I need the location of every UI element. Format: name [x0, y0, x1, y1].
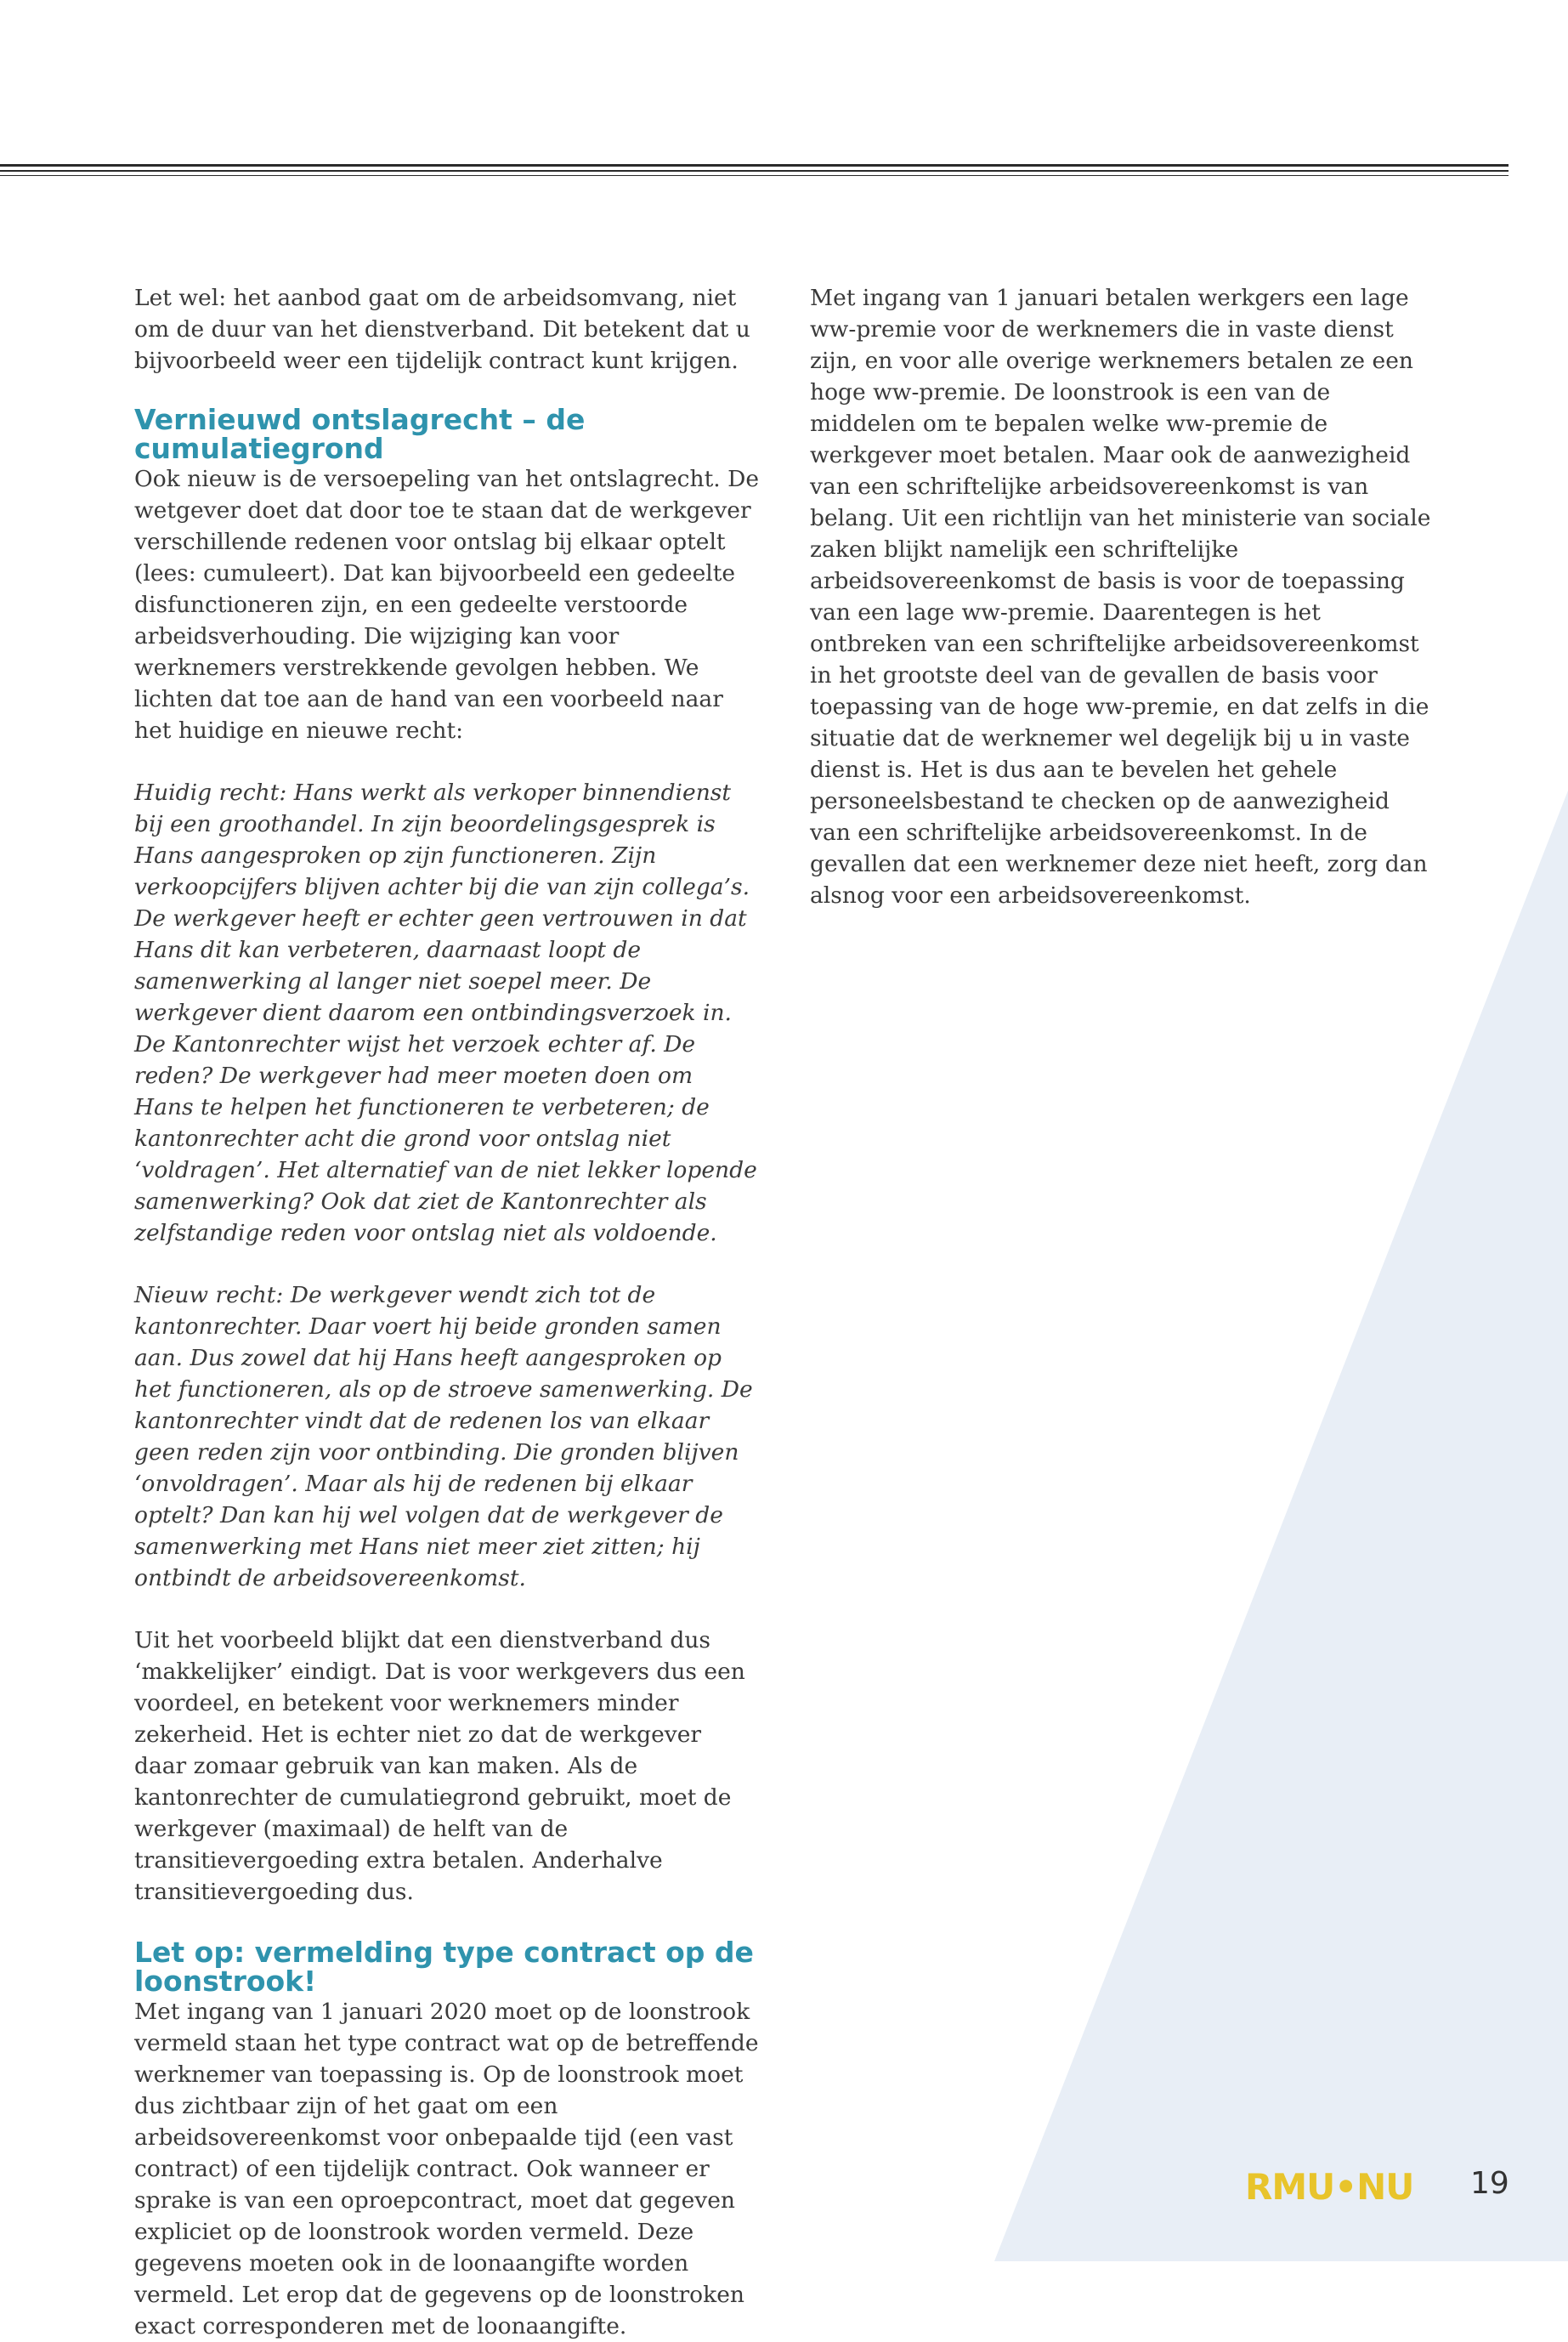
right-column [810, 282, 1435, 911]
section-heading-loonstrook: Let op: vermelding type contract op de loonstrook! [134, 1936, 754, 1998]
section-heading-ontslagrecht: Vernieuwd ontslagrecht – de cumulatiegrond [134, 403, 586, 465]
ontslagrecht-paragraph: Ook nieuw is de versoepeling van het ontslagrecht. De wetgever doet dat door toe te staan dat de werkgever verschillende redenen voor ontslag bij elkaar optelt (lees: cumuleert). Dat kan bijvoorbeeld een gedeelte disfunctioneren zijn, en een gedeelte verstoorde arbeidsverhouding. Die wijziging kan voor werknemers verstrekkende gevolgen hebben. We lichten dat toe aan de hand van een voorbeeld naar het huidige en nieuwe recht: [134, 466, 760, 744]
page-number: 19 [1470, 2166, 1509, 2201]
loonstrook-paragraph: Met ingang van 1 januari 2020 moet op de loonstrook vermeld staan het type contract wat op de betreffende werknemer van toepassing is. Op de loonstrook moet dus zichtbaar zijn of het gaat om een arbeidsovereenkomst voor onbepaalde tijd (een vast contract) of een tijdelijk contract. Ook wanneer er sprake is van een oproepcontract, moet dat gegeven expliciet op de loonstrook worden vermeld. Deze gegevens moeten ook in de loonaangifte worden vermeld. Let erop dat de gegevens op de loonstroken exact corresponderen met de loonaangifte. [134, 1999, 759, 2339]
example-current-law: Huidig recht: Hans werkt als verkoper binnendienst bij een groothandel. In zijn beoordelingsgesprek is Hans aangesproken op zijn functioneren. Zijn verkoopcijfers blijven achter bij die van zijn collega’s. De werkgever heeft er echter geen vertrouwen in dat Hans dit kan verbeteren, daarnaast loopt de samenwerking al langer niet soepel meer. De werkgever dient daarom een ontbindingsverzoek in. De Kantonrechter wijst het verzoek echter af. De reden? De werkgever had meer moeten doen om Hans te helpen het functioneren te verbeteren; de kantonrechter acht die grond voor ontslag niet ‘voldragen’. Het alternatief van de niet lekker lopende samenwerking? Ook dat ziet de Kantonrechter als zelfstandige reden voor ontslag niet als voldoende. [134, 780, 757, 1246]
left-column [134, 282, 759, 2342]
example-new-law: Nieuw recht: De werkgever wendt zich tot de kantonrechter. Daar voert hij beide gronden samen aan. Dus zowel dat hij Hans heeft aangesproken op het functioneren, als op de stroeve samenwerking. De kantonrechter vindt dat de redenen los van elkaar geen reden zijn voor ontbinding. Die gronden blijven ‘onvoldragen’. Maar als hij de redenen bij elkaar optelt? Dan kan hij wel volgen dat de werkgever de samenwerking met Hans niet meer ziet zitten; hij ontbindt de arbeidsovereenkomst. [134, 1282, 753, 1591]
header-rule [0, 164, 1509, 167]
header-rule [0, 170, 1509, 172]
intro-paragraph: Let wel: het aanbod gaat om de arbeidsomvang, niet om de duur van het dienstverband. Dit betekent dat u bijvoorbeeld weer een tijdelijk contract kunt krijgen. [134, 285, 750, 374]
header-rule [0, 175, 1509, 176]
rmu-logo: RMU•NU [1245, 2166, 1414, 2208]
conclusion-paragraph: Uit het voorbeeld blijkt dat een dienstverband dus ‘makkelijker’ eindigt. Dat is voor werkgevers dus een voordeel, en betekent voor werknemers minder zekerheid. Het is echter niet zo dat de werkgever daar zomaar gebruik van kan maken. Als de kantonrechter de cumulatiegrond gebruikt, moet de werkgever (maximaal) de helft van de transitievergoeding extra betalen. Anderhalve transitievergoeding dus. [134, 1627, 745, 1905]
ww-premie-paragraph: Met ingang van 1 januari betalen werkgers een lage ww-premie voor de werknemers die in vaste dienst zijn, en voor alle overige werknemers betalen ze een hoge ww-premie. De loonstrook is een van de middelen om te bepalen welke ww-premie de werkgever moet betalen. Maar ook de aanwezigheid van een schriftelijke arbeidsovereenkomst is van belang. Uit een richtlijn van het ministerie van sociale zaken blijkt namelijk een schriftelijke arbeidsovereenkomst de basis is voor de toepassing van een lage ww-premie. Daarentegen is het ontbreken van een schriftelijke arbeidsovereenkomst in het grootste deel van de gevallen de basis voor toepassing van de hoge ww-premie, en dat zelfs in die situatie dat de werknemer wel degelijk bij u in vaste dienst is. Het is dus aan te bevelen het gehele personeelsbestand te checken op de aanwezigheid van een schriftelijke arbeidsovereenkomst. In de gevallen dat een werknemer deze niet heeft, zorg dan alsnog voor een arbeidsovereenkomst. [810, 285, 1431, 909]
